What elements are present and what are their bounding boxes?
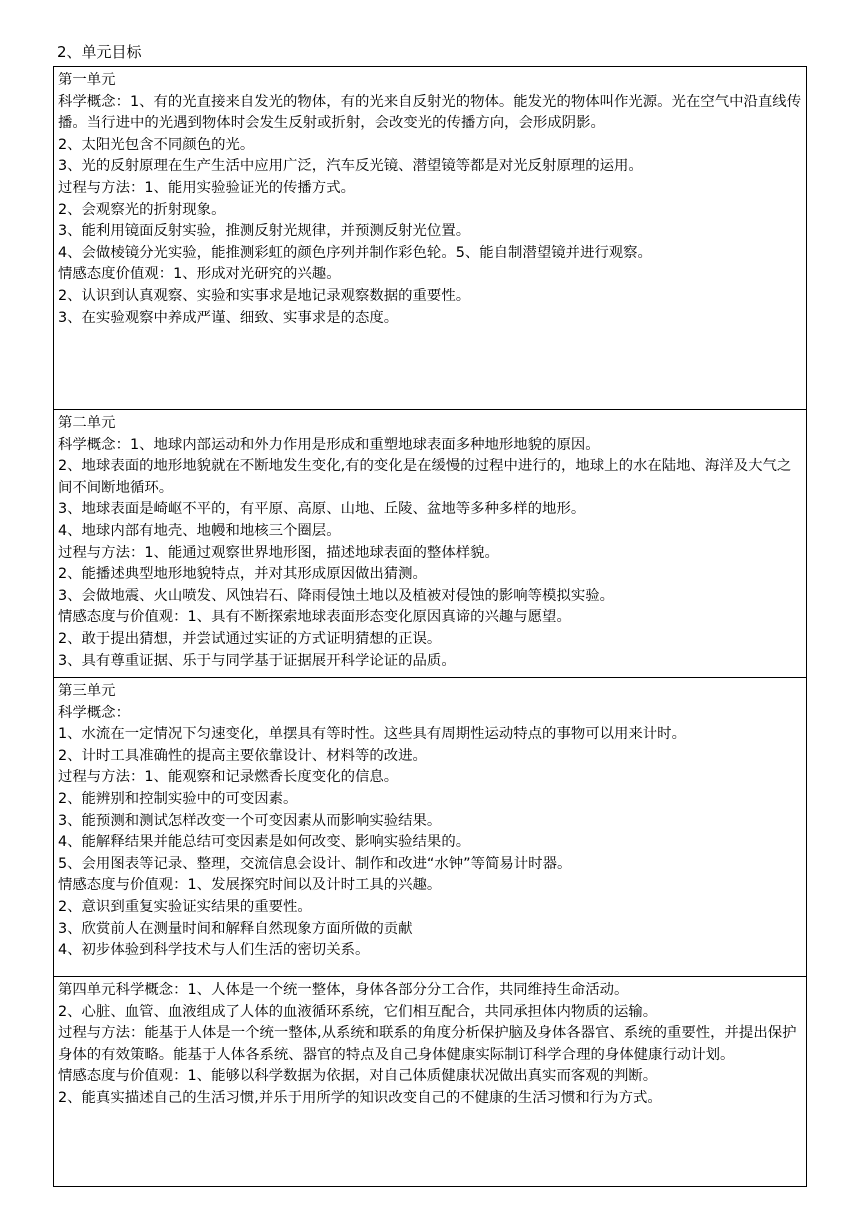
unit-1-line: 2、会观察光的折射现象。 [58,201,226,218]
unit-2-line: 3、具有尊重证据、乐于与同学基于证据展开科学论证的品质。 [58,652,456,669]
unit-1-title: 第一单元 [58,72,116,88]
unit-3-line: 4、能解释结果并能总结可变因素是如何改变、影响实验结果的。 [58,834,471,851]
unit-3-line: 科学概念： [58,704,130,721]
unit-4-line: 2、心脏、血管、血液组成了人体的血液循环系统，它们相互配合，共同承担体内物质的运输。 [58,1003,658,1020]
unit-2-line: 4、地球内部有地壳、地幔和地核三个圈层。 [58,522,341,539]
unit-2-line: 过程与方法：1、能通过观察世界地形图，描述地球表面的整体样貌。 [58,544,499,561]
unit-1-line: 4、会做棱镜分光实验，能推测彩虹的颜色序列并制作彩色轮。5、能自制潜望镜并进行观察。 [58,244,652,261]
unit-3-title: 第三单元 [58,683,116,699]
unit-2-line: 2、地球表面的地形地貌就在不断地发生变化,有的变化是在缓慢的过程中进行的，地球上的水在陆地、海洋及大气之间不间断地循环。 [58,458,792,496]
unit-1-line: 3、光的反射原理在生产生活中应用广泛，汽车反光镜、潜望镜等都是对光反射原理的运用。 [58,158,643,175]
unit-3-line: 2、计时工具准确性的提高主要依靠设计、材料等的改进。 [58,747,427,764]
unit-3-line: 5、会用图表等记录、整理，交流信息会设计、制作和改进“水钟”等简易计时器。 [58,855,572,872]
unit-3-line: 4、初步体验到科学技术与人们生活的密切关系。 [58,942,370,959]
unit-2-line: 科学概念：1、地球内部运动和外力作用是形成和重塑地球表面多种地形地貌的原因。 [58,436,600,453]
unit-1-line: 3、在实验观察中养成严谨、细致、实事求是的态度。 [58,309,399,326]
unit-1-line: 科学概念：1、有的光直接来自发光的物体，有的光来自反射光的物体。能发光的物体叫作光源。光在空气中沿直线传播。当行进中的光遇到物体时会发生反射或折射，会改变光的传播方向，会形成阴影。 [58,93,802,132]
unit-row-1 [54,67,807,410]
unit-1-line: 2、认识到认真观察、实验和实事求是地记录观察数据的重要性。 [58,287,471,304]
unit-3-line: 2、能辨别和控制实验中的可变因素。 [58,790,298,807]
unit-2-line: 3、地球表面是崎岖不平的，有平原、高原、山地、丘陵、盆地等多种多样的地形。 [58,501,586,518]
unit-3-line: 情感态度与价值观：1、发展探究时间以及计时工具的兴趣。 [58,877,442,894]
unit-3-line: 1、水流在一定情况下匀速变化，单摆具有等时性。这些具有周期性运动特点的事物可以用来计时。 [58,726,686,743]
unit-1-line: 3、能利用镜面反射实验，推测反射光规律，并预测反射光位置。 [58,223,471,240]
section-heading: 2、单元目标 [57,43,142,61]
unit-objectives-table [53,66,807,1187]
unit-2-line: 2、敢于提出猜想，并尝试通过实证的方式证明猜想的正误。 [58,630,442,647]
unit-4-line: 2、能真实描述自己的生活习惯,并乐于用所学的知识改变自己的不健康的生活习惯和行为方式。 [58,1089,662,1106]
unit-cell-1 [54,67,807,410]
unit-3-line: 2、意识到重复实验证实结果的重要性。 [58,898,312,915]
unit-1-line: 过程与方法：1、能用实验验证光的传播方式。 [58,179,355,196]
unit-4-title-line: 第四单元科学概念：1、人体是一个统一整体，身体各部分分工合作，共同维持生命活动。 [58,982,629,998]
unit-2-line: 情感态度与价值观：1、具有不断探索地球表面形态变化原因真谛的兴趣与愿望。 [58,609,571,626]
unit-cell-4 [54,977,807,1187]
unit-cell-2 [54,410,807,678]
unit-2-title: 第二单元 [58,415,116,431]
unit-4-line: 情感态度与价值观：1、能够以科学数据为依据，对自己体质健康状况做出真实而客观的判断。 [58,1068,658,1085]
unit-3-line: 3、欣赏前人在测量时间和解释自然现象方面所做的贡献 [58,920,413,937]
unit-2-line: 2、能播述典型地形地貌特点，并对其形成原因做出猜测。 [58,566,427,583]
unit-3-line: 3、能预测和测试怎样改变一个可变因素从而影响实验结果。 [58,812,442,829]
unit-3-line: 过程与方法：1、能观察和记录燃香长度变化的信息。 [58,769,399,786]
unit-cell-3 [54,678,807,977]
unit-4-line: 过程与方法：能基于人体是一个统一整体,从系统和联系的角度分析保护脑及身体各器官、系统的重要性，并提出保护身体的有效策略。能基于人体各系统、器官的特点及自己身体健康实际制订科学合理的身体健康行动计划。 [58,1025,797,1063]
unit-row-3 [54,678,807,977]
unit-1-line: 情感态度价值观：1、形成对光研究的兴趣。 [58,266,341,283]
unit-2-line: 3、会做地震、火山喷发、风蚀岩石、降雨侵蚀土地以及植被对侵蚀的影响等模拟实验。 [58,587,615,604]
unit-1-line: 2、太阳光包含不同颜色的光。 [58,136,255,153]
unit-row-2 [54,410,807,678]
unit-row-4 [54,977,807,1187]
